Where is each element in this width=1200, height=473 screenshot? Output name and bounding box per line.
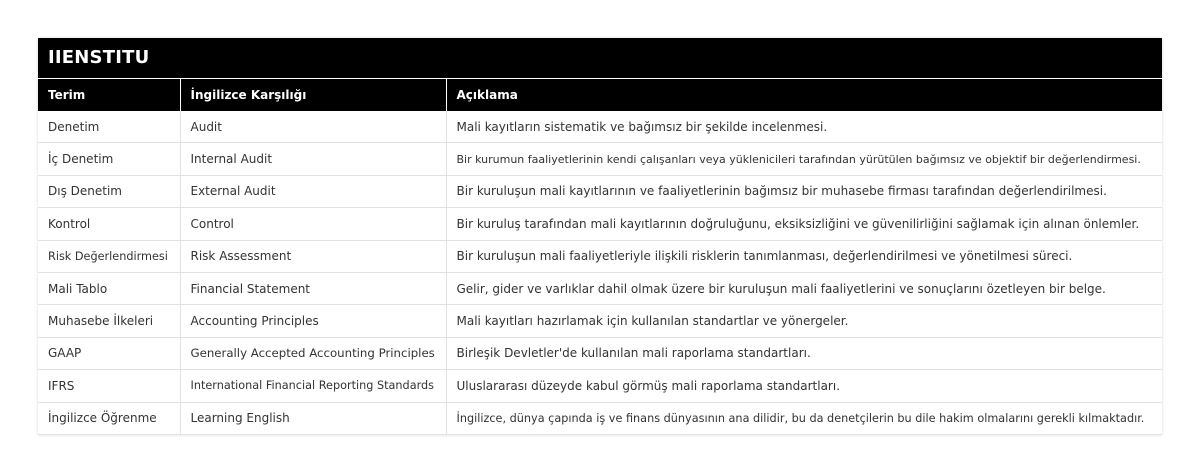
cell-description: Bir kuruluş tarafından mali kayıtlarının doğruluğunu, eksiksizliğini ve güvenilirliğini sağlamak için alınan önlemler. (446, 208, 1162, 240)
table-row (38, 143, 1162, 175)
cell-term: Kontrol (38, 208, 180, 240)
header-description: Açıklama (446, 79, 1162, 111)
cell-term: Denetim (38, 111, 180, 143)
cell-term: IFRS (38, 370, 180, 402)
cell-english: Accounting Principles (180, 305, 446, 337)
cell-term: Muhasebe İlkeleri (38, 305, 180, 337)
table-header-row (38, 79, 1162, 111)
cell-description: Mali kayıtların sistematik ve bağımsız bir şekilde incelenmesi. (446, 111, 1162, 143)
cell-english: Generally Accepted Accounting Principles (180, 337, 446, 369)
cell-description: Uluslararası düzeyde kabul görmüş mali raporlama standartları. (446, 370, 1162, 402)
glossary-table (38, 79, 1162, 435)
cell-term: GAAP (38, 337, 180, 369)
cell-term: İç Denetim (38, 143, 180, 175)
cell-description: Mali kayıtları hazırlamak için kullanılan standartlar ve yönergeler. (446, 305, 1162, 337)
cell-description: Birleşik Devletler'de kullanılan mali raporlama standartları. (446, 337, 1162, 369)
header-english: İngilizce Karşılığı (180, 79, 446, 111)
cell-english: Audit (180, 111, 446, 143)
cell-english: Risk Assessment (180, 240, 446, 272)
table-row (38, 272, 1162, 304)
cell-description: İngilizce, dünya çapında iş ve finans dünyasının ana dilidir, bu da denetçilerin bu dile hakim olmalarını gerekli kılmaktadır. (446, 402, 1162, 434)
table-row (38, 175, 1162, 207)
table-body (38, 111, 1162, 434)
cell-term: Mali Tablo (38, 272, 180, 304)
cell-term: Risk Değerlendirmesi (38, 240, 180, 272)
cell-description: Gelir, gider ve varlıklar dahil olmak üzere bir kuruluşun mali faaliyetlerini ve sonuçlarını özetleyen bir belge. (446, 272, 1162, 304)
cell-english: Financial Statement (180, 272, 446, 304)
cell-english: External Audit (180, 175, 446, 207)
cell-english: Learning English (180, 402, 446, 434)
cell-description: Bir kurumun faaliyetlerinin kendi çalışanları veya yüklenicileri tarafından yürütülen bağımsız ve objektif bir değerlendirmesi. (446, 143, 1162, 175)
cell-english: Control (180, 208, 446, 240)
table-row (38, 402, 1162, 434)
table-row (38, 337, 1162, 369)
table-row (38, 240, 1162, 272)
header-term: Terim (38, 79, 180, 111)
table-row (38, 208, 1162, 240)
cell-description: Bir kuruluşun mali kayıtlarının ve faaliyetlerinin bağımsız bir muhasebe firması tarafından değerlendirilmesi. (446, 175, 1162, 207)
table-row (38, 370, 1162, 402)
cell-term: İngilizce Öğrenme (38, 402, 180, 434)
table-row (38, 305, 1162, 337)
cell-description: Bir kuruluşun mali faaliyetleriyle ilişkili risklerin tanımlanması, değerlendirilmesi ve yönetilmesi süreci. (446, 240, 1162, 272)
cell-term: Dış Denetim (38, 175, 180, 207)
glossary-table-container (38, 38, 1162, 435)
cell-english: International Financial Reporting Standards (180, 370, 446, 402)
cell-english: Internal Audit (180, 143, 446, 175)
brand-title: IIENSTITU (38, 38, 1162, 79)
table-row (38, 111, 1162, 143)
